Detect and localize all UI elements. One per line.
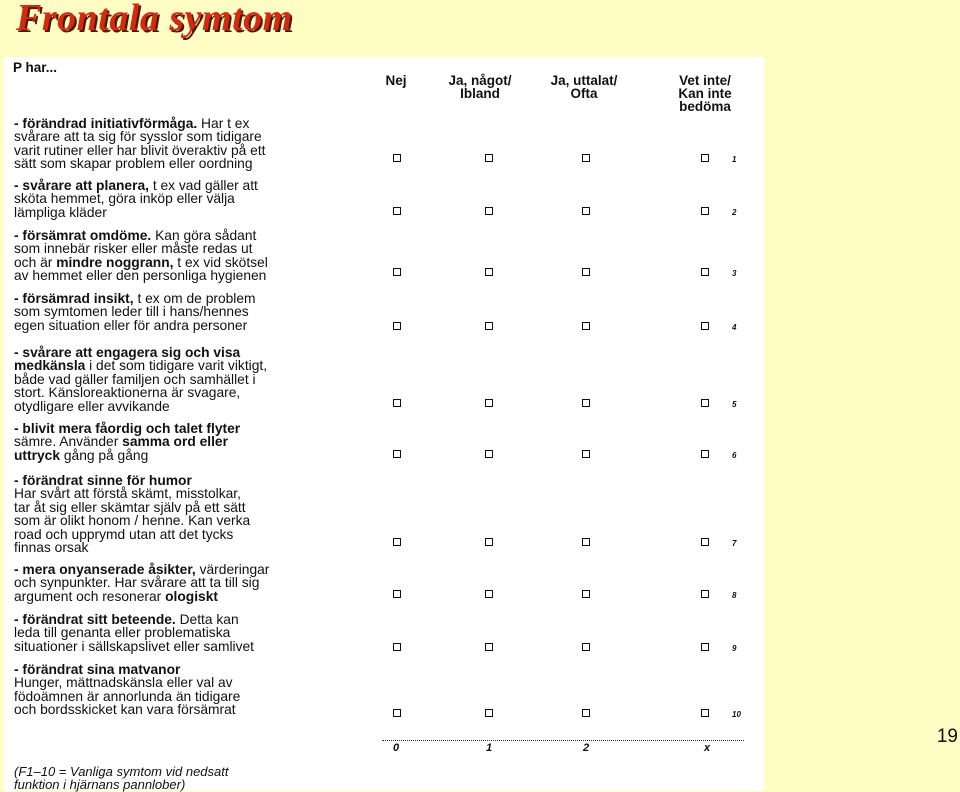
answer-checkbox[interactable] bbox=[701, 590, 709, 598]
answer-checkbox[interactable] bbox=[393, 268, 401, 276]
question-text: - svårare att engagera sig och visa medkänsla i det som tidigare varit viktigt, både vad gäller familjen och samhället i stort. Känsloreaktionerna är svagare, otydligare eller avvikande bbox=[14, 345, 268, 414]
answer-checkbox[interactable] bbox=[582, 207, 590, 215]
question-number: 3 bbox=[732, 269, 737, 278]
answer-checkbox[interactable] bbox=[393, 590, 401, 598]
question-text: - svårare att planera, t ex vad gäller att sköta hemmet, göra inköp eller välja lämpliga kläder bbox=[14, 178, 258, 220]
score-label: 2 bbox=[583, 742, 590, 754]
answer-checkbox[interactable] bbox=[485, 590, 493, 598]
answer-checkbox[interactable] bbox=[582, 399, 590, 407]
score-label: x bbox=[704, 742, 711, 754]
answer-checkbox[interactable] bbox=[701, 268, 709, 276]
answer-checkbox[interactable] bbox=[701, 450, 709, 458]
score-label: 0 bbox=[393, 742, 400, 754]
footnote: (F1–10 = Vanliga symtom vid nedsatt funktion i hjärnans pannlober) bbox=[14, 764, 229, 792]
answer-checkbox[interactable] bbox=[393, 450, 401, 458]
questionnaire-form bbox=[4, 57, 764, 791]
question-text: - blivit mera fåordig och talet flyter sämre. Använder samma ord eller uttryck gång på gång bbox=[14, 421, 241, 463]
answer-checkbox[interactable] bbox=[582, 154, 590, 162]
column-header-ibland: Ja, något/ Ibland bbox=[448, 73, 512, 101]
answer-checkbox[interactable] bbox=[701, 709, 709, 717]
question-text: - förändrat sina matvanor Hunger, mättnadskänsla eller val av födoämnen är annorlunda än tidigare och bordsskicket kan vara försämrat bbox=[14, 662, 241, 718]
question-text: - försämrad insikt, t ex om de problem som symtomen leder till i hans/hennes egen situation eller för andra personer bbox=[14, 291, 256, 333]
answer-checkbox[interactable] bbox=[485, 207, 493, 215]
question-number: 7 bbox=[732, 539, 737, 548]
answer-checkbox[interactable] bbox=[701, 643, 709, 651]
answer-checkbox[interactable] bbox=[485, 399, 493, 407]
answer-checkbox[interactable] bbox=[485, 322, 493, 330]
question-number: 6 bbox=[732, 451, 737, 460]
answer-checkbox[interactable] bbox=[393, 538, 401, 546]
answer-checkbox[interactable] bbox=[393, 154, 401, 162]
answer-checkbox[interactable] bbox=[701, 538, 709, 546]
column-header-nej: Nej bbox=[385, 73, 407, 88]
answer-checkbox[interactable] bbox=[485, 154, 493, 162]
question-text: - förändrad initiativförmåga. Har t ex svårare att ta sig för sysslor som tidigare varit rutiner eller har blivit överaktiv på ett sätt som skapar problem eller oordning bbox=[14, 116, 266, 172]
question-text: - förändrat sinne för humor Har svårt att förstå skämt, misstolkar, tar åt sig eller skämtar själv på ett sätt som är olikt honom / henne. Kan verka road och upprymd utan att det tycks finnas orsak bbox=[14, 473, 251, 556]
answer-checkbox[interactable] bbox=[582, 538, 590, 546]
answer-checkbox[interactable] bbox=[582, 322, 590, 330]
answer-checkbox[interactable] bbox=[701, 399, 709, 407]
question-number: 10 bbox=[732, 710, 741, 719]
answer-checkbox[interactable] bbox=[393, 643, 401, 651]
question-number: 8 bbox=[732, 591, 737, 600]
answer-checkbox[interactable] bbox=[582, 643, 590, 651]
score-divider bbox=[382, 740, 744, 741]
answer-checkbox[interactable] bbox=[701, 154, 709, 162]
page-number: 19 bbox=[936, 726, 958, 747]
slide-title: Frontala symtom bbox=[16, 0, 293, 39]
form-intro: P har... bbox=[13, 60, 58, 75]
answer-checkbox[interactable] bbox=[701, 322, 709, 330]
answer-checkbox[interactable] bbox=[582, 709, 590, 717]
answer-checkbox[interactable] bbox=[393, 399, 401, 407]
answer-checkbox[interactable] bbox=[582, 590, 590, 598]
question-number: 2 bbox=[732, 208, 737, 217]
answer-checkbox[interactable] bbox=[582, 450, 590, 458]
column-header-vet-inte: Vet inte/ Kan inte bedöma bbox=[678, 73, 732, 114]
answer-checkbox[interactable] bbox=[485, 268, 493, 276]
question-number: 9 bbox=[732, 644, 737, 653]
answer-checkbox[interactable] bbox=[393, 322, 401, 330]
question-text: - förändrat sitt beteende. Detta kan leda till genanta eller problematiska situationer i sällskapslivet eller samlivet bbox=[14, 612, 255, 654]
answer-checkbox[interactable] bbox=[393, 207, 401, 215]
answer-checkbox[interactable] bbox=[485, 538, 493, 546]
answer-checkbox[interactable] bbox=[582, 268, 590, 276]
answer-checkbox[interactable] bbox=[485, 643, 493, 651]
question-text: - försämrat omdöme. Kan göra sådant som innebär risker eller måste redas ut och är mindre noggrann, t ex vid skötsel av hemmet eller den personliga hygienen bbox=[14, 228, 268, 284]
score-label: 1 bbox=[486, 742, 493, 754]
question-number: 4 bbox=[732, 323, 737, 332]
question-number: 5 bbox=[732, 400, 737, 409]
column-header-ofta: Ja, uttalat/ Ofta bbox=[550, 73, 618, 101]
answer-checkbox[interactable] bbox=[701, 207, 709, 215]
question-number: 1 bbox=[732, 155, 737, 164]
answer-checkbox[interactable] bbox=[485, 450, 493, 458]
answer-checkbox[interactable] bbox=[485, 709, 493, 717]
question-text: - mera onyanserade åsikter, värderingar och synpunkter. Har svårare att ta till sig argument och resonerar ologiskt bbox=[14, 562, 270, 604]
answer-checkbox[interactable] bbox=[393, 709, 401, 717]
